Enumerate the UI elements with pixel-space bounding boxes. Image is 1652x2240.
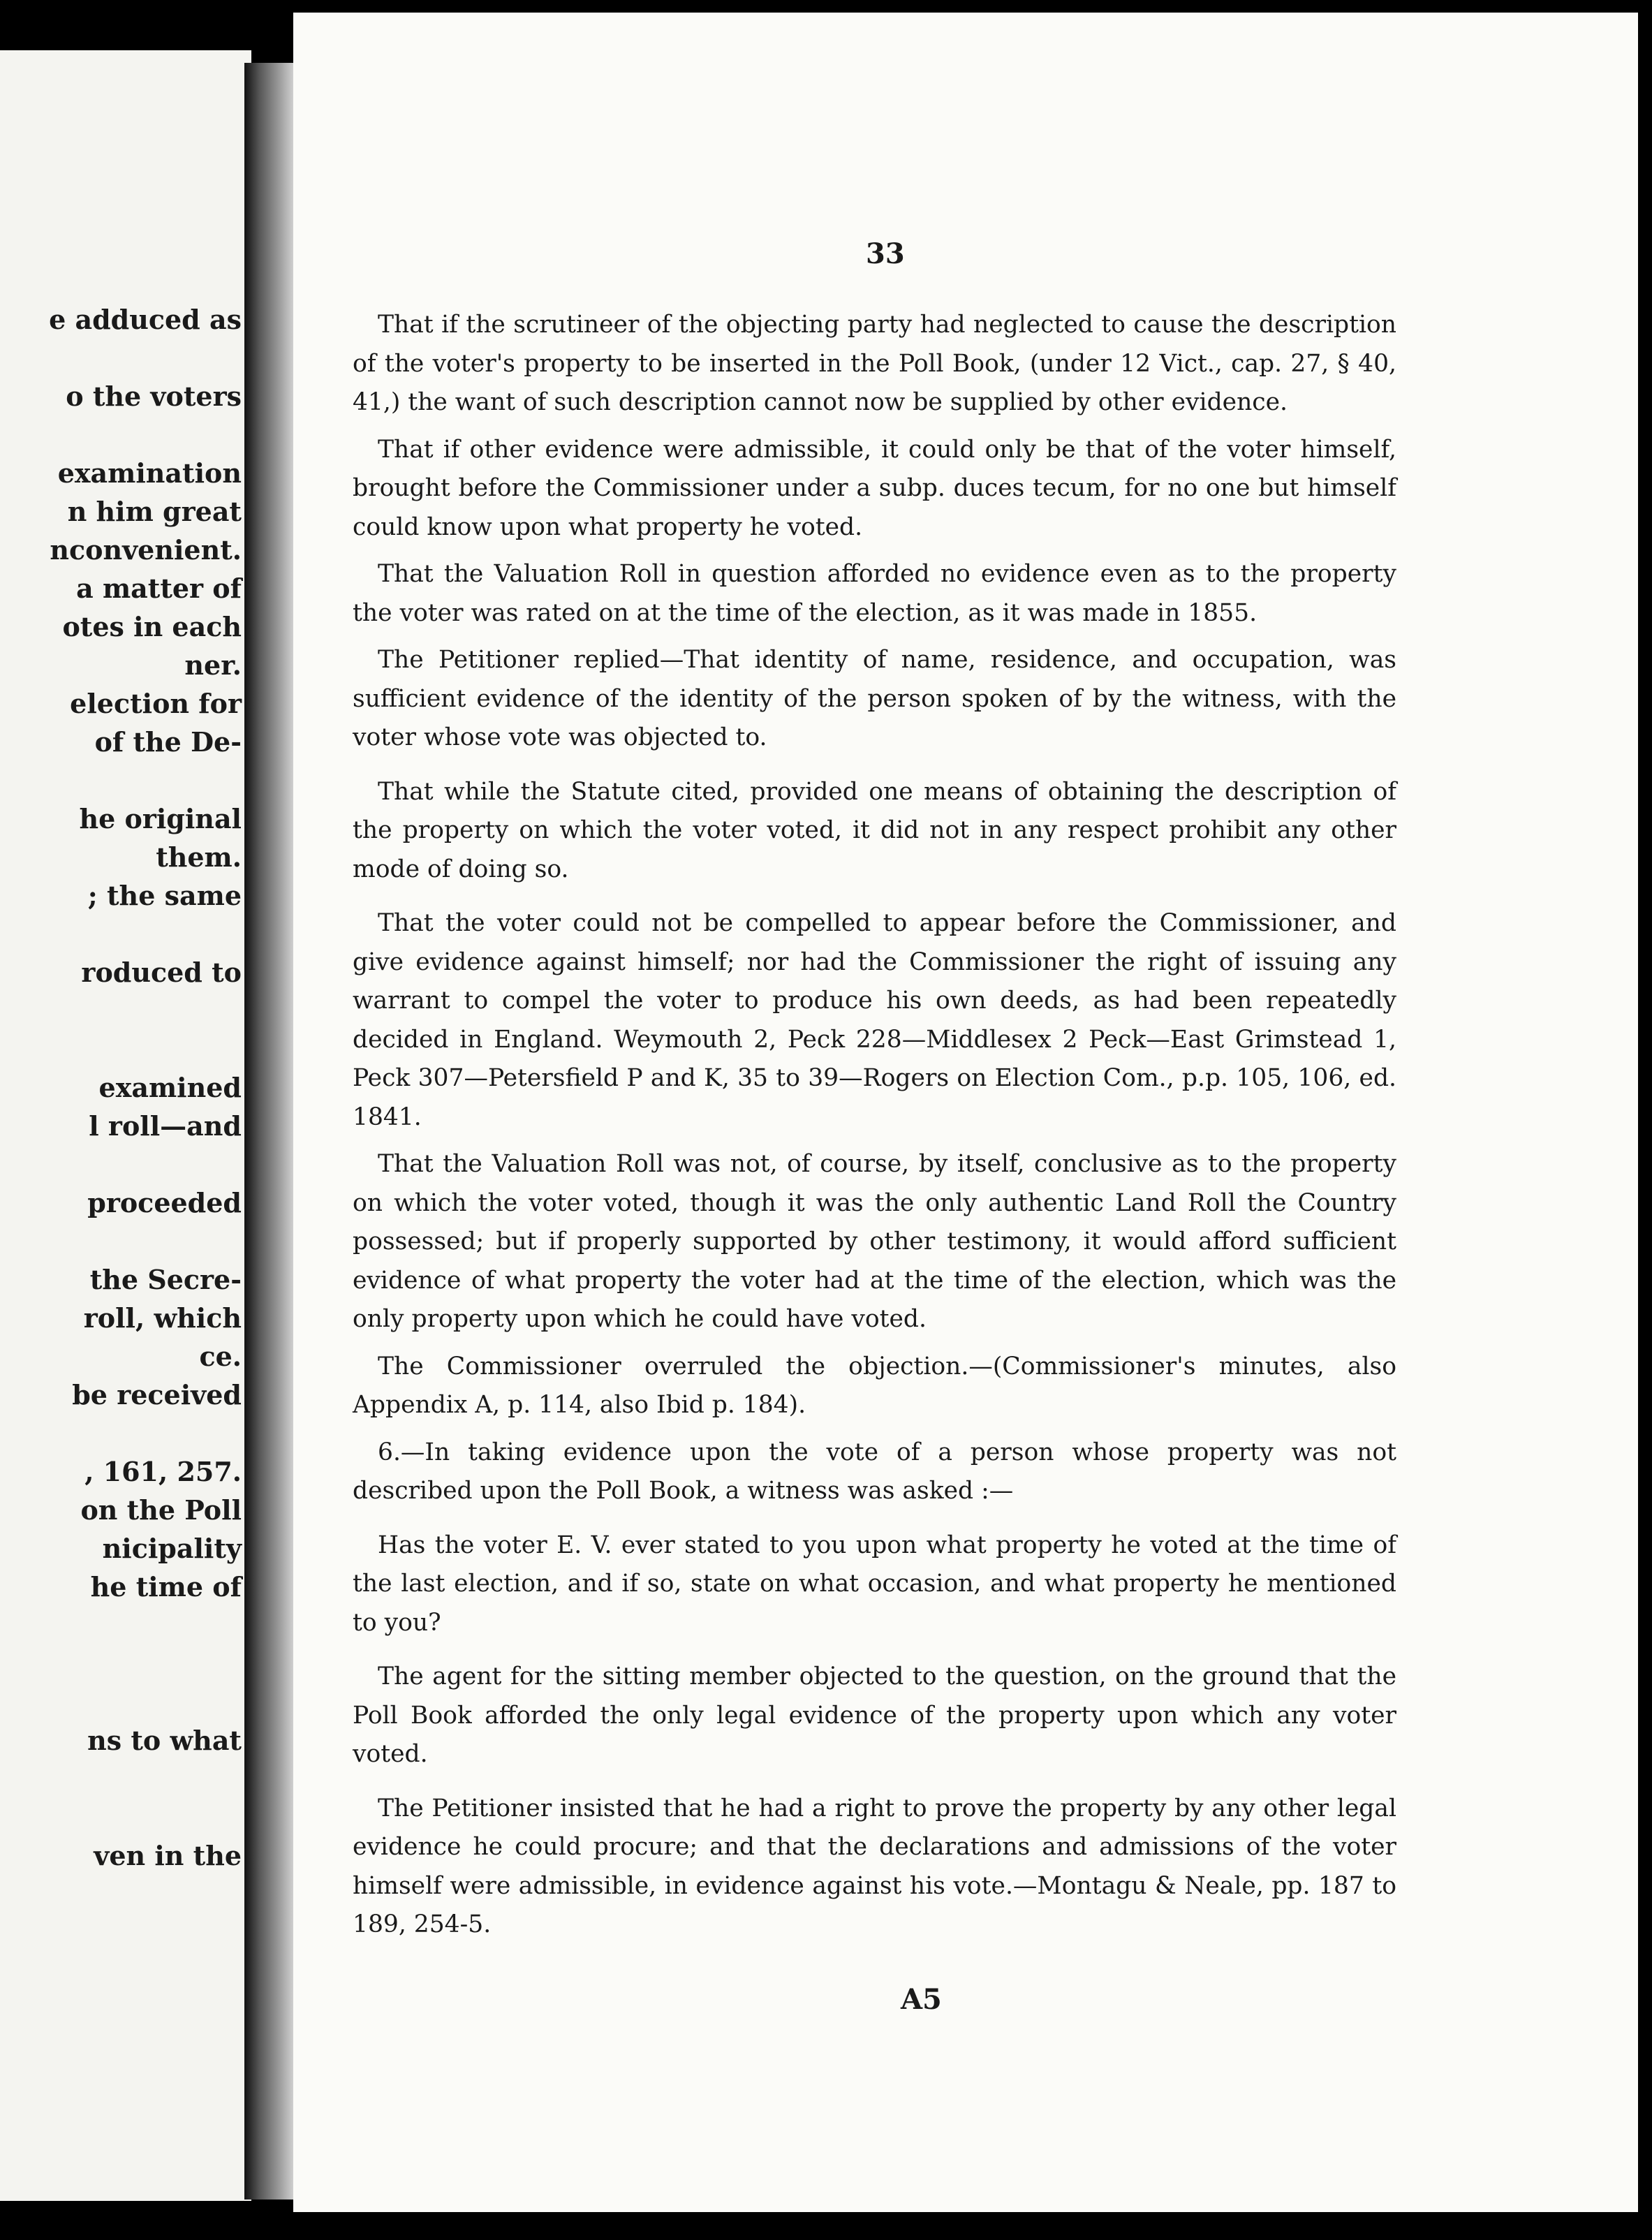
left-page-fragment: ns to what (87, 1725, 242, 1756)
paragraph: The agent for the sitting member objected to the question, on the ground that the Poll Book afforded the only legal evidence of the property upon which any voter voted. (353, 1663, 1396, 1768)
left-page-fragment: election for (70, 688, 242, 719)
left-page-fragment: he time of (90, 1571, 242, 1602)
left-page-fragment: nconvenient. (50, 534, 242, 566)
left-page-fragment: ven in the (94, 1840, 242, 1871)
left-page-fragment: he original (79, 803, 242, 834)
left-page-fragment: ; the same (87, 880, 242, 911)
left-page-fragment: roduced to (81, 957, 242, 988)
paragraph: The Petitioner insisted that he had a right to prove the property by any other legal evidence he could procure; and that the declarations and admissions of the voter himself were admissible, in evidence against his vote.—Montagu & Neale, pp. 187 to 189, 254-5. (353, 1794, 1396, 1938)
left-page-fragment: ce. (199, 1341, 242, 1372)
page-body (353, 306, 1396, 1953)
left-page-fragment: l roll—and (89, 1110, 242, 1142)
paragraph: The Petitioner replied—That identity of name, residence, and occupation, was sufficient evidence of the identity of the person spoken of by the witness, with the voter whose vote was objected to. (353, 646, 1396, 751)
left-page-fragment: on the Poll (80, 1494, 242, 1526)
paragraph: That if other evidence were admissible, it could only be that of the voter himself, brought before the Commissioner under a subp. duces tecum, for no one but himself could know upon what property he voted. (353, 435, 1396, 541)
left-page-fragment: examined (98, 1072, 242, 1103)
left-page-fragment: otes in each (62, 611, 242, 642)
left-page-fragment: o the voters (66, 381, 242, 412)
paragraph: That while the Statute cited, provided one means of obtaining the description of the property on which the voter voted, it did not in any respect prohibit any other mode of doing so. (353, 777, 1396, 883)
left-page-fragment: nicipality (102, 1533, 242, 1564)
left-page-fragment: them. (156, 841, 242, 873)
left-page-fragment: examination (57, 457, 242, 489)
left-page-fragment: the Secre- (89, 1264, 242, 1295)
left-page-fragment: , 161, 257. (84, 1456, 242, 1487)
paragraph: That the Valuation Roll was not, of course, by itself, conclusive as to the property on which the voter voted, though it was the only authentic Land Roll the Country possessed; but if properly supported by other testimony, it would afford sufficient evidence of what property the voter had at the time of the election, which was the only property upon which he could have voted. (353, 1150, 1396, 1333)
paragraph: 6.—In taking evidence upon the vote of a person whose property was not described upon the Poll Book, a witness was asked :— (353, 1438, 1396, 1505)
left-page-fragment: of the De- (94, 726, 242, 758)
paragraph: The Commissioner overruled the objection.—(Commissioner's minutes, also Appendix A, p. 114, also Ibid p. 184). (353, 1352, 1396, 1419)
left-page-fragment: e adduced as (49, 304, 242, 335)
left-page-fragment: ner. (184, 649, 242, 681)
page-number: 33 (866, 237, 905, 270)
paragraph: Has the voter E. V. ever stated to you upon what property he voted at the time of the last election, and if so, state on what occasion, and what property he mentioned to you? (353, 1531, 1396, 1637)
left-page-fragment: be received (72, 1379, 242, 1410)
left-page-fragment: n him great (67, 496, 242, 527)
book-gutter-shadow (244, 63, 293, 2200)
left-page-fragment: roll, which (83, 1302, 242, 1334)
left-page-fragment: proceeded (87, 1187, 242, 1218)
paragraph: That the voter could not be compelled to appear before the Commissioner, and give evidence against himself; nor had the Commissioner the right of issuing any warrant to compel the voter to produce his own deeds, as had been repeatedly decided in England. Weymouth 2, Peck 228—Middlesex 2 Peck—East Grimstead 1, Peck 307—Petersfield P and K, 35 to 39—Rogers on Election Com., p.p. 105, 106, ed. 1841. (353, 909, 1396, 1131)
paragraph: That the Valuation Roll in question afforded no evidence even as to the property the voter was rated on at the time of the election, as it was made in 1855. (353, 560, 1396, 627)
left-page-fragment: a matter of (76, 573, 242, 604)
left-page-edge (0, 50, 251, 2201)
paragraph: That if the scrutineer of the objecting party had neglected to cause the description of the voter's property to be inserted in the Poll Book, (under 12 Vict., cap. 27, § 40, 41,) the want of such description cannot now be supplied by other evidence. (353, 311, 1396, 416)
signature-mark: A5 (901, 1983, 942, 2016)
